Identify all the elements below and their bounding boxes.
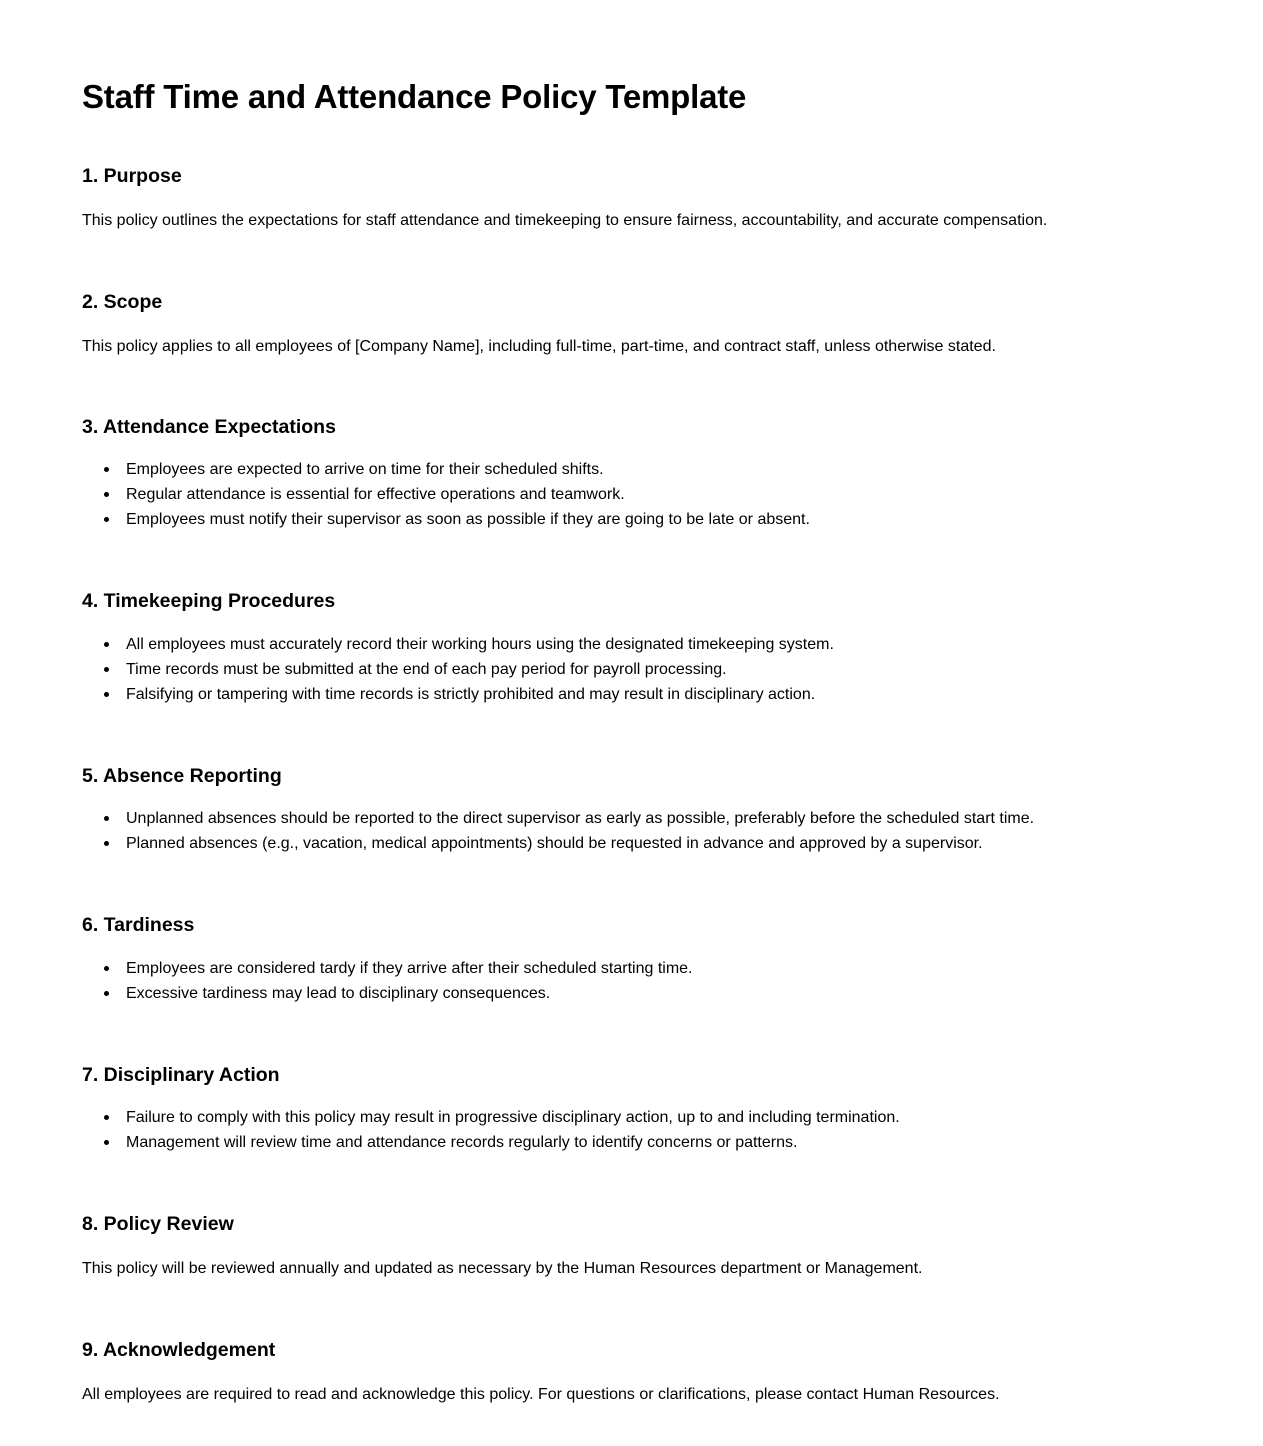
section-timekeeping-procedures — [82, 590, 1181, 706]
section-paragraph: All employees are required to read and acknowledge this policy. For questions or clarifications, please contact Human Resources. — [82, 1386, 1000, 1404]
section-policy-review — [82, 1213, 1181, 1281]
section-heading: 9. Acknowledgement — [82, 1338, 276, 1361]
section-purpose — [82, 165, 1181, 233]
section-heading: 1. Purpose — [82, 164, 182, 187]
bullet-list — [82, 956, 1181, 1006]
section-heading: 2. Scope — [82, 290, 163, 313]
section-heading: 7. Disciplinary Action — [82, 1063, 280, 1086]
list-item: Unplanned absences should be reported to the direct supervisor as early as possible, preferably before the scheduled start time. — [104, 806, 1181, 831]
page-title: Staff Time and Attendance Policy Template — [82, 78, 747, 115]
list-item: Employees are expected to arrive on time for their scheduled shifts. — [104, 457, 1181, 482]
list-item: All employees must accurately record their working hours using the designated timekeeping system. — [104, 632, 1181, 657]
section-heading: 6. Tardiness — [82, 914, 195, 937]
section-paragraph: This policy applies to all employees of [Company Name], including full-time, part-time, and contract staff, unless otherwise stated. — [82, 337, 996, 355]
list-item: Failure to comply with this policy may result in progressive disciplinary action, up to and including termination. — [104, 1105, 1181, 1130]
list-item: Planned absences (e.g., vacation, medical appointments) should be requested in advance and approved by a supervisor. — [104, 831, 1181, 856]
section-heading: 8. Policy Review — [82, 1213, 234, 1236]
section-heading: 4. Timekeeping Procedures — [82, 590, 336, 613]
section-heading: 5. Absence Reporting — [82, 764, 282, 787]
bullet-list — [82, 632, 1181, 707]
bullet-list — [82, 1105, 1181, 1155]
list-item: Regular attendance is essential for effective operations and teamwork. — [104, 482, 1181, 507]
section-paragraph: This policy will be reviewed annually and updated as necessary by the Human Resources department or Management. — [82, 1260, 923, 1278]
section-acknowledgement — [82, 1339, 1181, 1407]
bullet-list — [82, 806, 1181, 856]
section-scope — [82, 291, 1181, 359]
section-heading: 3. Attendance Expectations — [82, 416, 336, 439]
list-item: Time records must be submitted at the end of each pay period for payroll processing. — [104, 657, 1181, 682]
section-absence-reporting — [82, 765, 1181, 856]
list-item: Management will review time and attendance records regularly to identify concerns or patterns. — [104, 1130, 1181, 1155]
section-paragraph: This policy outlines the expectations for staff attendance and timekeeping to ensure fairness, accountability, and accurate compensation. — [82, 212, 1048, 230]
section-attendance-expectations — [82, 416, 1181, 532]
list-item: Employees must notify their supervisor as soon as possible if they are going to be late or absent. — [104, 507, 1181, 532]
section-disciplinary-action — [82, 1064, 1181, 1155]
list-item: Falsifying or tampering with time records is strictly prohibited and may result in disciplinary action. — [104, 682, 1181, 707]
list-item: Excessive tardiness may lead to disciplinary consequences. — [104, 981, 1181, 1006]
bullet-list — [82, 457, 1181, 532]
section-tardiness — [82, 914, 1181, 1005]
list-item: Employees are considered tardy if they arrive after their scheduled starting time. — [104, 956, 1181, 981]
